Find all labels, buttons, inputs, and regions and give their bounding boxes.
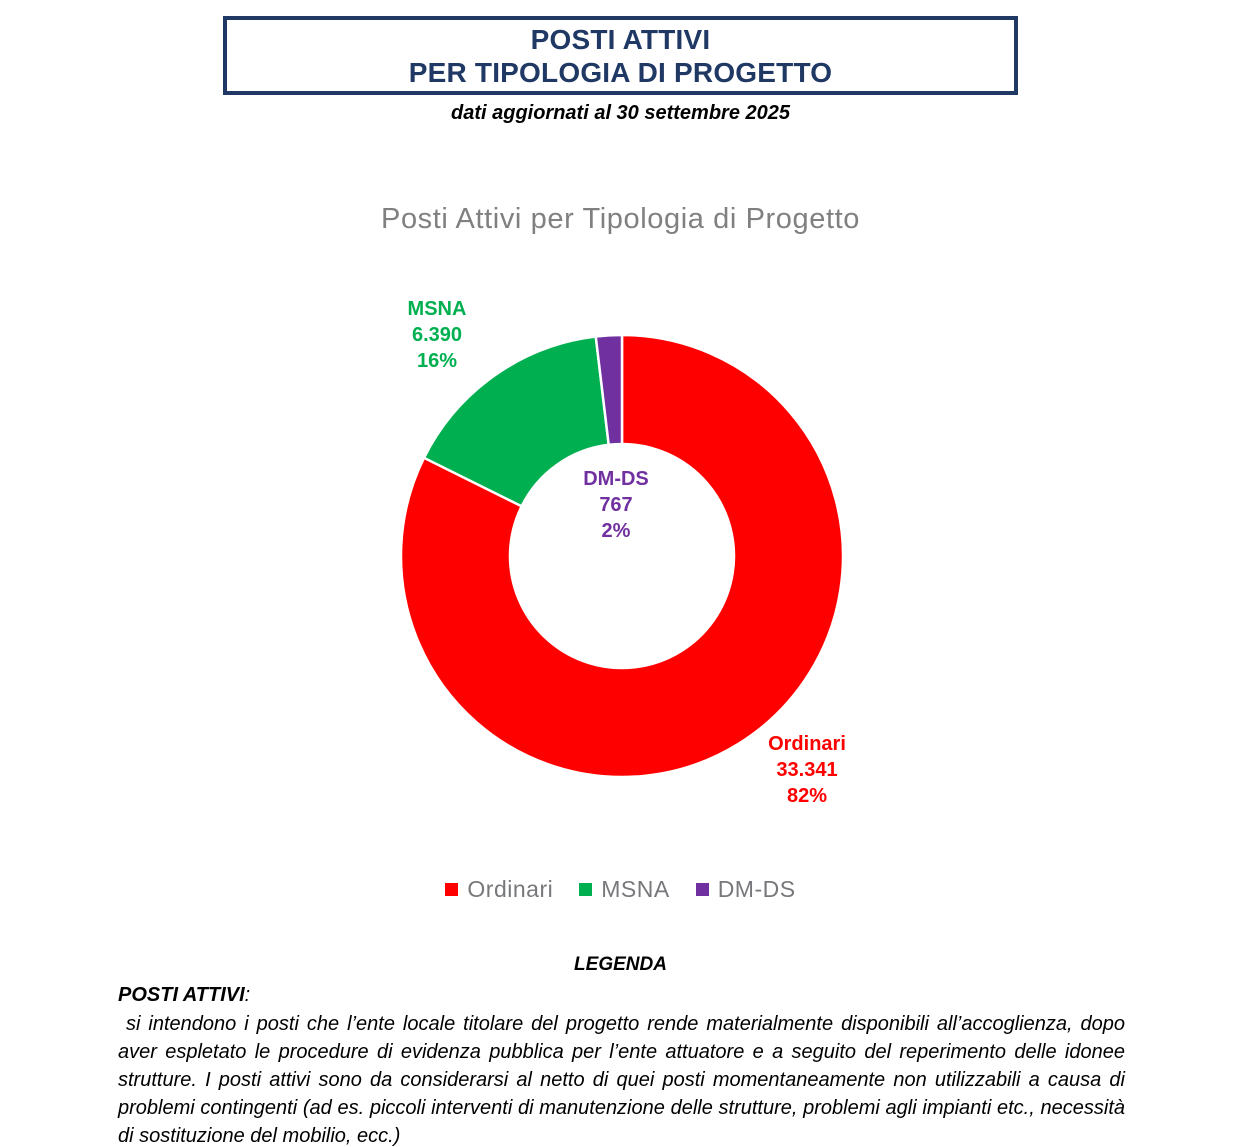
definition-term-colon: :: [244, 984, 251, 1006]
legenda-heading: LEGENDA: [574, 954, 667, 975]
legend-item-msna: [579, 876, 669, 903]
legend-item-dmds: [696, 876, 796, 903]
legend-label-dmds: DM-DS: [717, 876, 796, 902]
callout-msna: [352, 296, 522, 374]
legend-swatch-ordinari-icon: [445, 883, 458, 896]
legend-swatch-dmds-icon: [696, 883, 709, 896]
definition-text: si intendono i posti che l’ente locale titolare del progetto rende materialmente disponibili all’accoglienza, dopo aver espletato le procedure di evidenza pubblica per l’ente attuatore e a seguito del reperimento delle idonee strutture. I posti attivi sono da considerarsi al netto di quei posti momentaneamente non utilizzabili a causa di problemi contingenti (ad es. piccoli interventi di manutenzione delle strutture, problemi agli impianti etc., necessità di sostituzione del mobilio, ecc.): [118, 1013, 1131, 1147]
header-title-line1: POSTI ATTIVI: [530, 23, 711, 55]
chart-title: Posti Attivi per Tipologia di Progetto: [381, 203, 860, 235]
callout-ordinari-name: Ordinari: [768, 733, 846, 755]
callout-dmds-name: DM-DS: [583, 468, 649, 490]
data-updated-subtitle: dati aggiornati al 30 settembre 2025: [450, 102, 791, 124]
header-title-line2: PER TIPOLOGIA DI PROGETTO: [408, 56, 833, 88]
legend-label-msna: MSNA: [601, 876, 670, 902]
callout-msna-percent: 16%: [416, 350, 458, 372]
chart-legend: [0, 876, 1241, 903]
callout-ordinari-percent: 82%: [786, 785, 828, 807]
donut-chart: [392, 326, 852, 786]
callout-dmds-percent: 2%: [601, 520, 631, 542]
callout-msna-value: 6.390: [411, 324, 463, 346]
definition-block: [118, 982, 1131, 1147]
legend-item-ordinari: [445, 876, 553, 903]
definition-term-text: POSTI ATTIVI: [118, 984, 245, 1006]
callout-msna-name: MSNA: [407, 298, 467, 320]
header-box: [223, 16, 1018, 95]
legend-label-ordinari: Ordinari: [467, 876, 554, 902]
definition-term: [118, 982, 1125, 1008]
callout-ordinari: [722, 731, 892, 809]
callout-dmds-value: 767: [599, 494, 633, 516]
callout-ordinari-value: 33.341: [776, 759, 838, 781]
legend-swatch-msna-icon: [579, 883, 592, 896]
callout-dmds: [531, 466, 701, 544]
